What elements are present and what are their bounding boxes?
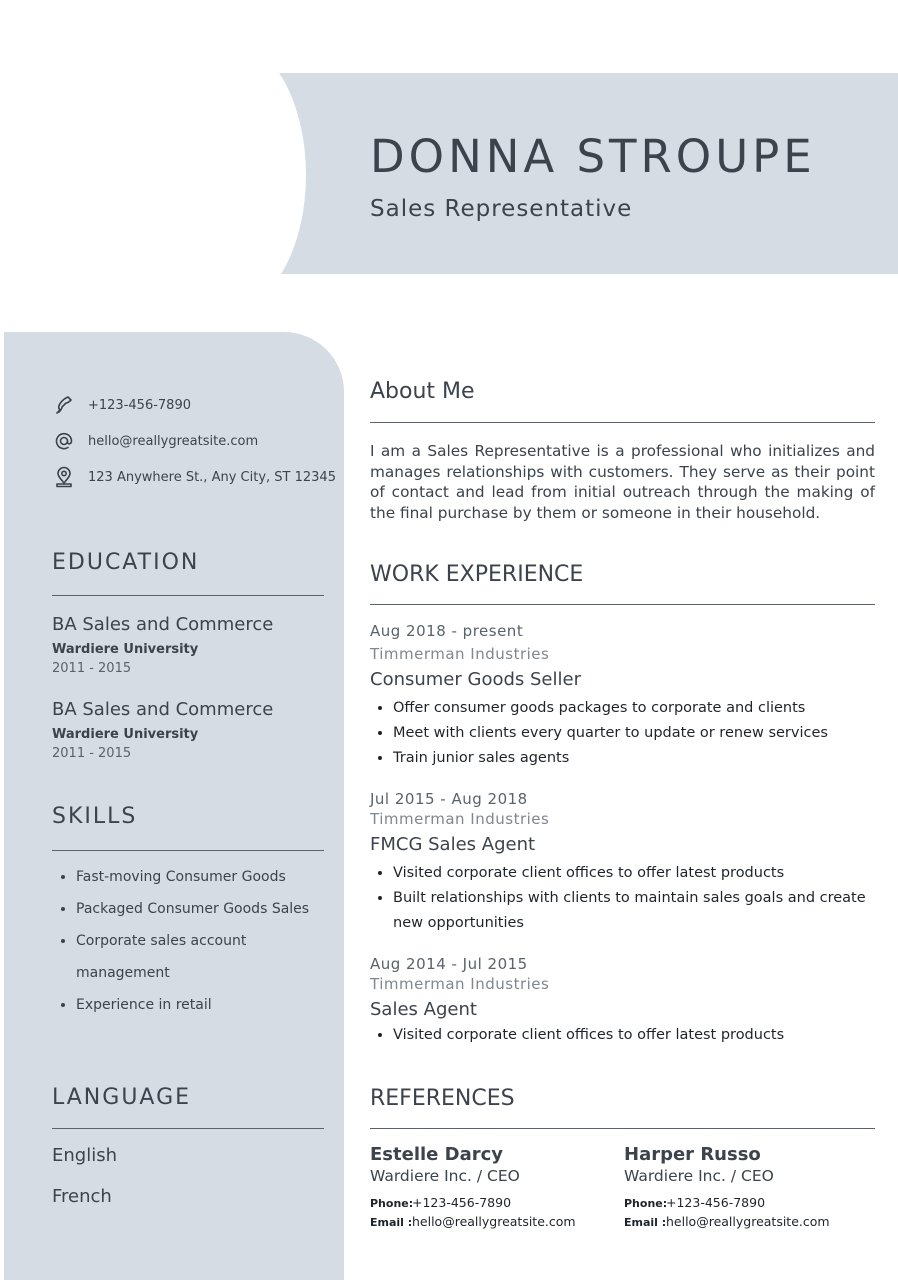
work-divider	[370, 604, 875, 605]
about-text: I am a Sales Representative is a professional who initializes and manages relationships with customers. They serve as their point of contact and lead from initial outreach through the making of the final purchase by them or someone in their household.	[370, 442, 875, 522]
candidate-role: Sales Representative	[370, 196, 633, 222]
contact-address	[52, 464, 336, 490]
skills-divider	[52, 850, 324, 851]
reference-name: Harper Russo	[624, 1144, 761, 1165]
reference-phone-value: +123-456-7890	[412, 1195, 512, 1210]
at-icon	[52, 429, 76, 453]
job-bullet: • Offer consumer goods packages to corporate and clients	[393, 696, 875, 721]
reference-card	[624, 1144, 830, 1229]
skill-item: • Fast-moving Consumer Goods	[76, 861, 324, 893]
skill-item: • Experience in retail	[76, 989, 324, 1021]
job-bullet: • Meet with clients every quarter to update or renew services	[393, 721, 875, 746]
contact-phone	[52, 392, 191, 418]
email-label: Email :	[370, 1216, 413, 1229]
education-degree: BA Sales and Commerce	[52, 614, 274, 635]
reference-email-value: hello@reallygreatsite.com	[412, 1214, 576, 1229]
job-date: Jul 2015 - Aug 2018	[370, 790, 528, 808]
reference-phone-value: +123-456-7890	[666, 1195, 766, 1210]
skill-item: • Packaged Consumer Goods Sales	[76, 893, 324, 925]
job-company: Timmerman Industries	[370, 645, 550, 663]
job-bullet: • Visited corporate client offices to offer latest products	[393, 1023, 875, 1048]
reference-card	[370, 1144, 576, 1229]
job-bullets	[370, 696, 875, 771]
reference-name: Estelle Darcy	[370, 1144, 504, 1165]
job-bullet: • Train junior sales agents	[393, 746, 875, 771]
education-degree: BA Sales and Commerce	[52, 699, 274, 720]
job-bullets	[370, 1023, 875, 1048]
education-heading: EDUCATION	[52, 550, 200, 575]
phone-label: Phone:	[370, 1197, 414, 1210]
candidate-name: DONNA STROUPE	[370, 130, 816, 183]
work-heading: WORK EXPERIENCE	[370, 562, 584, 587]
job-bullet: • Built relationships with clients to maintain sales goals and create new opportunities	[393, 886, 875, 936]
skills-list	[52, 861, 324, 1021]
job-bullet: • Visited corporate client offices to offer latest products	[393, 861, 875, 886]
reference-email	[624, 1214, 830, 1229]
education-school: Wardiere University	[52, 642, 199, 657]
reference-org: Wardiere Inc. / CEO	[370, 1167, 520, 1185]
header-curve	[150, 40, 306, 310]
skills-heading: SKILLS	[52, 804, 138, 829]
contact-email-text: hello@reallygreatsite.com	[88, 433, 259, 449]
job-bullets	[370, 861, 875, 936]
education-divider	[52, 595, 324, 596]
job-date: Aug 2018 - present	[370, 622, 524, 640]
job-date: Aug 2014 - Jul 2015	[370, 955, 528, 973]
references-heading: REFERENCES	[370, 1086, 515, 1111]
language-divider	[52, 1128, 324, 1129]
location-pin-icon	[52, 465, 76, 489]
language-heading: LANGUAGE	[52, 1085, 192, 1110]
reference-email-value: hello@reallygreatsite.com	[666, 1214, 830, 1229]
phone-label: Phone:	[624, 1197, 668, 1210]
references-divider	[370, 1128, 875, 1129]
reference-email	[370, 1214, 576, 1229]
contact-phone-text: +123-456-7890	[88, 397, 191, 413]
skill-item: • Corporate sales account management	[76, 925, 324, 989]
reference-org: Wardiere Inc. / CEO	[624, 1167, 774, 1185]
reference-phone	[370, 1195, 576, 1210]
language-item: French	[52, 1186, 112, 1207]
contact-email	[52, 428, 258, 454]
job-title: Consumer Goods Seller	[370, 669, 581, 690]
education-years: 2011 - 2015	[52, 746, 132, 761]
email-label: Email :	[624, 1216, 667, 1229]
language-item: English	[52, 1145, 117, 1166]
about-divider	[370, 422, 875, 423]
job-title: Sales Agent	[370, 999, 477, 1020]
job-company: Timmerman Industries	[370, 810, 550, 828]
about-heading: About Me	[370, 379, 475, 404]
contact-address-text: 123 Anywhere St., Any City, ST 12345	[88, 469, 336, 485]
job-title: FMCG Sales Agent	[370, 834, 536, 855]
phone-icon	[52, 393, 76, 417]
education-school: Wardiere University	[52, 727, 199, 742]
job-company: Timmerman Industries	[370, 975, 550, 993]
education-years: 2011 - 2015	[52, 661, 132, 676]
reference-phone	[624, 1195, 830, 1210]
